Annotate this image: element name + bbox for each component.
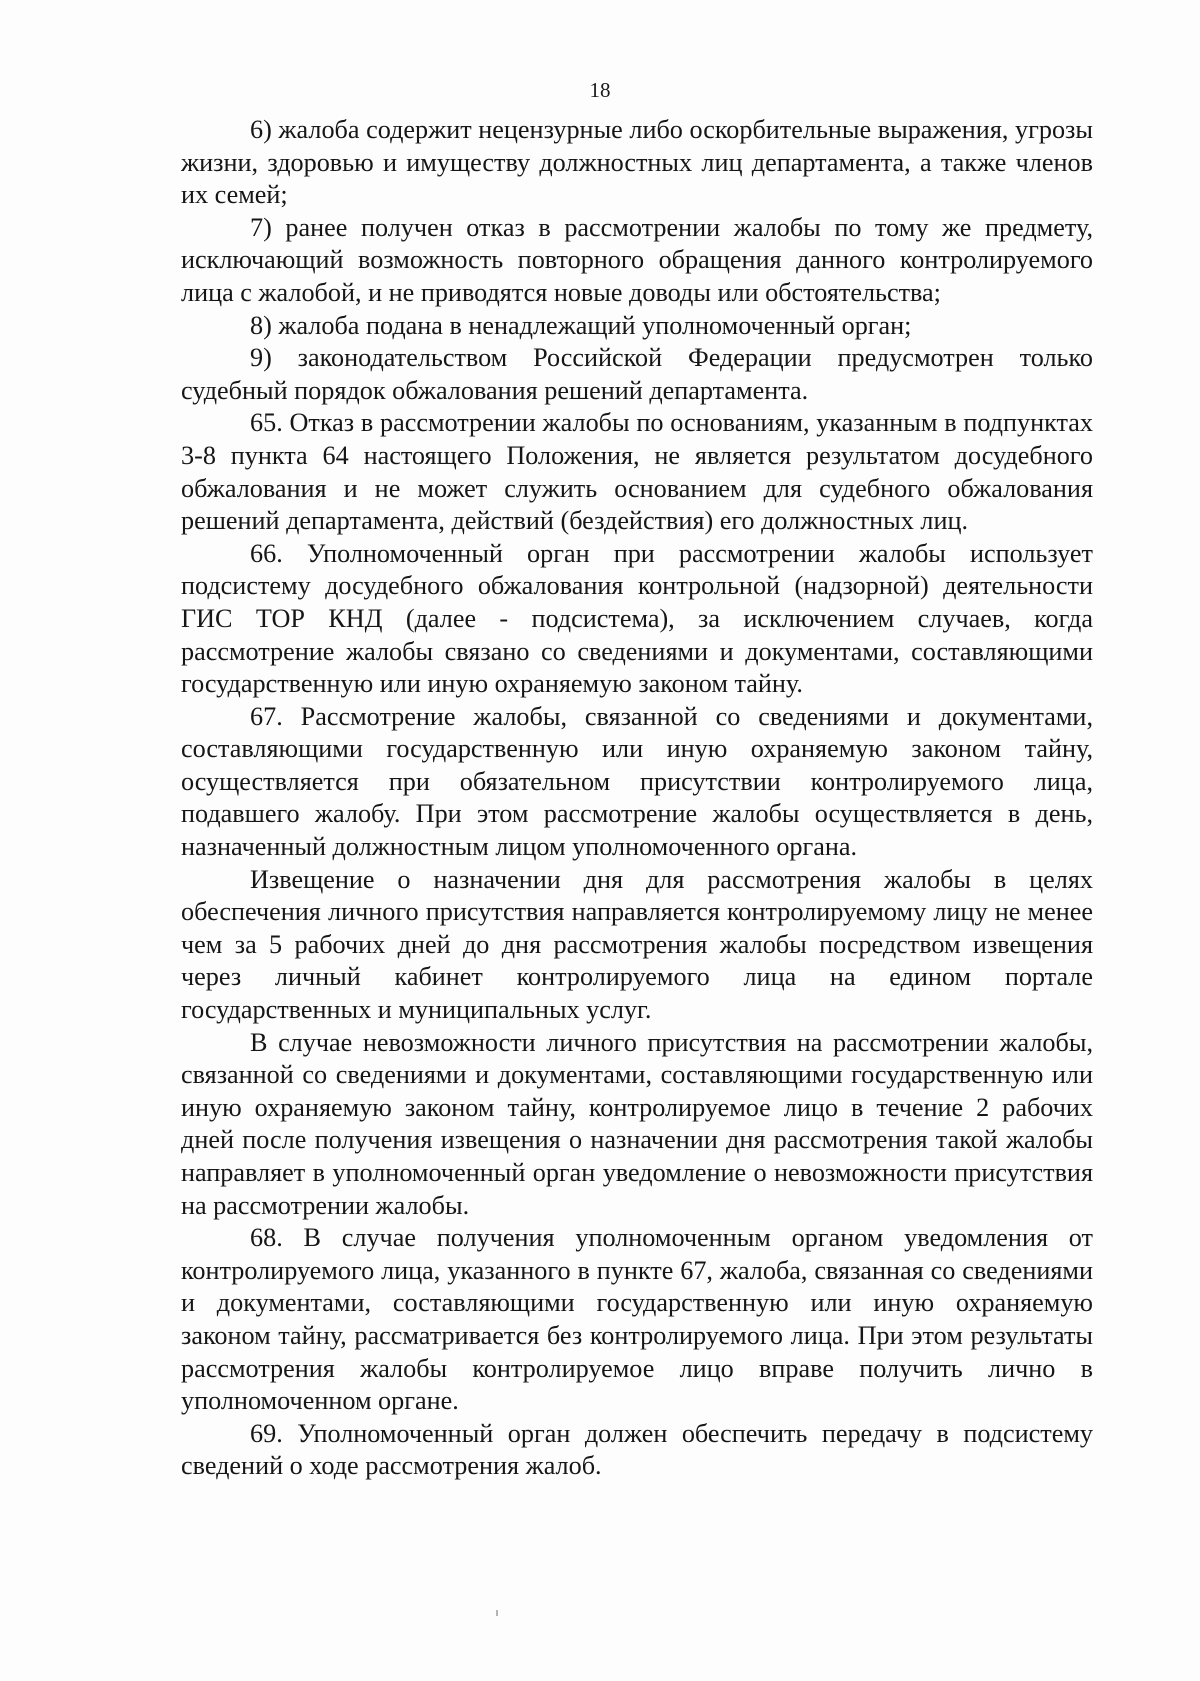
- paragraph-item-8: 8) жалоба подана в ненадлежащий уполномоченный орган;: [250, 310, 912, 340]
- paragraph-69: 69. Уполномоченный орган должен обеспечить передачу в подсистему сведений о ходе рассмотрения жалоб.: [181, 1418, 1093, 1481]
- paragraph-66: 66. Уполномоченный орган при рассмотрении жалобы использует подсистему досудебного обжалования контрольной (надзорной) деятельности ГИС ТОР КНД (далее - подсистема), за исключением случаев, когда рассмотрение жалобы связано со сведениями и документами, составляющими государственную или иную охраняемую законом тайну.: [181, 538, 1093, 699]
- document-body: [181, 114, 1093, 1483]
- paragraph-68: 68. В случае получения уполномоченным органом уведомления от контролируемого лица, указанного в пункте 67, жалоба, связанная со сведениями и документами, составляющими государственную или иную охраняемую законом тайну, рассматривается без контролируемого лица. При этом результаты рассмотрения жалобы контролируемое лицо вправе получить лично в уполномоченном органе.: [181, 1223, 1093, 1416]
- paragraph-item-9: 9) законодательством Российской Федерации предусмотрен только судебный порядок обжалования решений департамента.: [181, 343, 1093, 405]
- paragraph-item-7: 7) ранее получен отказ в рассмотрении жалобы по тому же предмету, исключающий возможность повторного обращения данного контролируемого лица с жалобой, и не приводятся новые доводы или обстоятельства;: [181, 212, 1093, 307]
- paragraph-67-absence: В случае невозможности личного присутствия на рассмотрении жалобы, связанной со сведениями и документами, составляющими государственную или иную охраняемую законом тайну, контролируемое лицо в течение 2 рабочих дней после получения извещения о назначении дня рассмотрения такой жалобы направляет в уполномоченный орган уведомление о невозможности присутствия на рассмотрении жалобы.: [181, 1027, 1093, 1220]
- paragraph-67-notice: Извещение о назначении дня для рассмотрения жалобы в целях обеспечения личного присутствия направляется контролируемому лицу не менее чем за 5 рабочих дней до дня рассмотрения жалобы посредством извещения через личный кабинет контролируемого лица на едином портале государственных и муниципальных услуг.: [181, 864, 1093, 1025]
- paragraph-65: 65. Отказ в рассмотрении жалобы по основаниям, указанным в подпунктах 3-8 пункта 64 настоящего Положения, не является результатом досудебного обжалования и не может служить основанием для судебного обжалования решений департамента, действий (бездействия) его должностных лиц.: [181, 408, 1093, 536]
- page-number: 18: [589, 78, 611, 102]
- paragraph-item-6: 6) жалоба содержит нецензурные либо оскорбительные выражения, угрозы жизни, здоровью и имуществу должностных лиц департамента, а также членов их семей;: [181, 115, 1093, 210]
- scan-artifact: [496, 1610, 498, 1616]
- paragraph-67: 67. Рассмотрение жалобы, связанной со сведениями и документами, составляющими государственную или иную охраняемую законом тайну, осуществляется при обязательном присутствии контролируемого лица, подавшего жалобу. При этом рассмотрение жалобы осуществляется в день, назначенный должностным лицом уполномоченного органа.: [181, 701, 1093, 862]
